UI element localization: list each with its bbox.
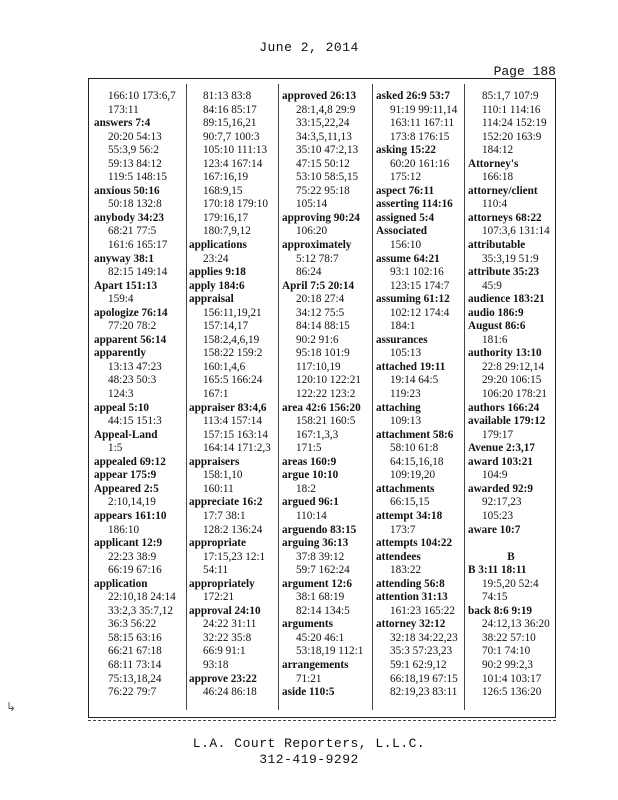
index-reference: 66:21 67:18 <box>108 645 162 658</box>
index-headword: August 86:6 <box>468 320 526 333</box>
index-headword: anyway 38:1 <box>94 252 154 265</box>
index-headword: arguments <box>282 618 333 631</box>
index-reference: 82:19,23 83:11 <box>390 686 458 699</box>
index-reference: 157:14,17 <box>203 320 249 333</box>
index-headword: applications <box>189 239 247 252</box>
column-divider <box>278 84 279 710</box>
index-reference: 158:2,4,6,19 <box>203 333 260 346</box>
index-headword: assurances <box>376 333 428 346</box>
index-headword: awarded 92:9 <box>468 482 533 495</box>
index-reference: 82:14 134:5 <box>296 604 350 617</box>
index-reference: 18:2 <box>296 482 316 495</box>
index-headword: arguing 36:13 <box>282 537 349 550</box>
index-headword: asking 15:22 <box>376 144 436 157</box>
index-headword: assigned 5:4 <box>376 211 435 224</box>
index-reference: 85:1,7 107:9 <box>482 90 539 102</box>
index-reference: 28:1,4,8 29:9 <box>296 103 356 116</box>
index-reference: 160:11 <box>203 482 234 495</box>
index-reference: 66:18,19 67:15 <box>390 672 458 685</box>
index-headword: authority 13:10 <box>468 347 542 360</box>
index-reference: 1:5 <box>108 442 123 455</box>
index-headword: Associated <box>376 225 427 238</box>
index-reference: 74:15 <box>482 591 508 604</box>
index-reference: 167:16,19 <box>203 171 249 184</box>
index-reference: 119:5 148:15 <box>108 171 167 184</box>
footer-divider <box>88 720 556 721</box>
index-reference: 84:16 85:17 <box>203 103 257 116</box>
index-headword: appropriately <box>189 577 255 590</box>
index-headword: apparent 56:14 <box>94 333 167 346</box>
margin-mark: ↳ <box>6 700 17 714</box>
index-reference: 33:15,22,24 <box>296 117 350 130</box>
index-reference: 37:8 39:12 <box>296 550 345 563</box>
index-headword: apparently <box>94 347 147 360</box>
index-reference: 109:19,20 <box>390 469 436 482</box>
index-headword: applies 9:18 <box>189 266 246 279</box>
index-reference: 66:19 67:16 <box>108 564 162 577</box>
index-reference: 117:10,19 <box>296 360 341 373</box>
index-reference: 71:21 <box>296 672 322 685</box>
index-reference: 90:2 91:6 <box>296 333 339 346</box>
index-reference: 92:17,23 <box>482 496 522 509</box>
index-reference: 58:10 61:8 <box>390 442 439 455</box>
index-reference: 170:18 179:10 <box>203 198 268 211</box>
index-reference: 102:12 174:4 <box>390 306 450 319</box>
index-headword: appealed 69:12 <box>94 455 166 468</box>
index-reference: 114:24 152:19 <box>482 117 547 130</box>
index-reference: 34:12 75:5 <box>296 306 345 319</box>
index-reference: 93:1 102:16 <box>390 266 444 279</box>
index-headword: appeal 5:10 <box>94 401 150 414</box>
index-headword: area 42:6 156:20 <box>282 401 361 414</box>
index-reference: 113:4 157:14 <box>203 415 262 428</box>
index-headword: appropriate <box>189 537 246 550</box>
index-reference: 122:22 123:2 <box>296 388 356 401</box>
index-column-3 <box>282 90 372 710</box>
index-reference: 156:10 <box>390 239 422 252</box>
index-reference: 106:20 178:21 <box>482 388 547 401</box>
index-reference: 105:23 <box>482 509 514 522</box>
index-reference: 35:3 57:23,23 <box>390 645 453 658</box>
index-headword: Appeared 2:5 <box>94 482 159 495</box>
index-reference: 82:15 149:14 <box>108 266 168 279</box>
index-reference: 22:10,18 24:14 <box>108 591 176 604</box>
index-reference: 161:23 165:22 <box>390 604 455 617</box>
index-reference: 38:1 68:19 <box>296 591 345 604</box>
index-headword: attached 19:11 <box>376 360 446 373</box>
index-reference: 104:9 <box>482 469 508 482</box>
index-reference: 75:22 95:18 <box>296 184 350 197</box>
index-reference: 84:14 88:15 <box>296 320 350 333</box>
index-reference: 164:14 171:2,3 <box>203 442 271 455</box>
index-reference: 24:12,13 36:20 <box>482 618 550 631</box>
index-headword: apologize 76:14 <box>94 306 168 319</box>
index-headword: anybody 34:23 <box>94 211 164 224</box>
index-reference: 90:2 99:2,3 <box>482 658 533 671</box>
index-reference: 179:16,17 <box>203 211 249 224</box>
column-divider <box>464 84 465 710</box>
index-headword: argue 10:10 <box>282 469 339 482</box>
index-reference: 124:3 <box>108 388 134 401</box>
index-reference: 89:15,16,21 <box>203 117 257 130</box>
index-reference: 181:6 <box>482 333 508 346</box>
index-headword: attributable <box>468 239 526 252</box>
index-headword: attention 31:13 <box>376 591 448 604</box>
index-headword: apply 184:6 <box>189 279 245 292</box>
index-reference: 24:22 31:11 <box>203 618 257 631</box>
index-reference: 159:4 <box>108 293 134 306</box>
index-reference: 19:14 64:5 <box>390 374 439 387</box>
index-headword: anxious 50:16 <box>94 184 160 197</box>
index-reference: 105:14 <box>296 198 328 211</box>
index-reference: 120:10 122:21 <box>296 374 361 387</box>
index-reference: 58:15 63:16 <box>108 631 162 644</box>
index-headword: attendees <box>376 550 421 563</box>
index-reference: 105:10 111:13 <box>203 144 268 157</box>
index-reference: 180:7,9,12 <box>203 225 251 238</box>
index-reference: 179:17 <box>482 428 514 441</box>
index-reference: 161:6 165:17 <box>108 239 168 252</box>
index-headword: attending 56:8 <box>376 577 445 590</box>
index-headword: Avenue 2:3,17 <box>468 442 535 455</box>
index-headword: attachment 58:6 <box>376 428 454 441</box>
index-reference: 167:1,3,3 <box>296 428 339 441</box>
index-reference: 165:5 166:24 <box>203 374 263 387</box>
index-reference: 158:1,10 <box>203 469 243 482</box>
index-reference <box>468 537 554 551</box>
index-headword: arrangements <box>282 658 349 671</box>
index-headword: authors 166:24 <box>468 401 540 414</box>
index-reference: 45:20 46:1 <box>296 631 345 644</box>
index-reference: 5:12 78:7 <box>296 252 339 265</box>
index-reference: 55:3,9 56:2 <box>108 144 159 157</box>
index-headword: attorney/client <box>468 184 538 197</box>
index-reference: 36:3 56:22 <box>108 618 157 631</box>
index-reference: 32:18 34:22,23 <box>390 631 458 644</box>
index-reference: 76:22 79:7 <box>108 686 157 699</box>
index-reference: 152:20 163:9 <box>482 130 542 143</box>
index-reference: 23:24 <box>203 252 229 265</box>
index-reference: 183:22 <box>390 564 422 577</box>
index-column-4 <box>376 90 464 710</box>
index-reference: 184:12 <box>482 144 514 157</box>
index-reference: 93:18 <box>203 658 229 671</box>
column-divider <box>372 84 373 710</box>
index-headword: attachments <box>376 482 435 495</box>
index-reference: 64:15,16,18 <box>390 455 444 468</box>
index-reference: 20:20 54:13 <box>108 130 162 143</box>
index-headword: available 179:12 <box>468 415 546 428</box>
index-headword: applicant 12:9 <box>94 537 163 550</box>
index-headword: Attorney's <box>468 157 519 170</box>
index-headword: appear 175:9 <box>94 469 157 482</box>
index-reference: 34:3,5,11,13 <box>296 130 352 143</box>
index-reference: 44:15 151:3 <box>108 415 162 428</box>
index-headword: assume 64:21 <box>376 252 440 265</box>
page-number: Page 188 <box>493 64 556 79</box>
index-reference: 81:13 83:8 <box>203 90 252 102</box>
index-reference: 128:2 136:24 <box>203 523 263 536</box>
index-reference: 48:23 50:3 <box>108 374 157 387</box>
index-headword: appraisers <box>189 455 240 468</box>
footer-company: L.A. Court Reporters, L.L.C. <box>192 736 426 751</box>
index-reference: 45:9 <box>482 279 502 292</box>
index-headword: appraiser 83:4,6 <box>189 401 267 414</box>
index-reference: 17:7 38:1 <box>203 509 246 522</box>
index-headword: attempt 34:18 <box>376 509 443 522</box>
index-reference: 158:22 159:2 <box>203 347 263 360</box>
index-reference: 110:14 <box>296 509 327 522</box>
index-reference: 168:9,15 <box>203 184 243 197</box>
index-headword: approved 26:13 <box>282 90 357 102</box>
index-reference: 172:21 <box>203 591 235 604</box>
index-reference: 90:7,7 100:3 <box>203 130 260 143</box>
index-reference: 50:18 132:8 <box>108 198 162 211</box>
index-headword: Apart 151:13 <box>94 279 158 292</box>
index-reference: 166:10 173:6,7 <box>108 90 176 102</box>
index-headword: approving 90:24 <box>282 211 360 224</box>
index-reference: 75:13,18,24 <box>108 672 162 685</box>
index-reference: 91:19 99:11,14 <box>390 103 458 116</box>
index-headword: attempts 104:22 <box>376 537 453 550</box>
index-reference: 77:20 78:2 <box>108 320 157 333</box>
index-column-2 <box>189 90 278 710</box>
index-headword: assuming 61:12 <box>376 293 450 306</box>
index-headword: B 3:11 18:11 <box>468 564 527 577</box>
index-reference: 66:15,15 <box>390 496 430 509</box>
index-reference: 33:2,3 35:7,12 <box>108 604 173 617</box>
index-reference: 167:1 <box>203 388 229 401</box>
index-reference: 157:15 163:14 <box>203 428 268 441</box>
index-reference: 59:1 62:9,12 <box>390 658 447 671</box>
index-headword: appears 161:10 <box>94 509 167 522</box>
index-reference: 19:5,20 52:4 <box>482 577 539 590</box>
index-reference: 68:21 77:5 <box>108 225 157 238</box>
index-reference: 160:1,4,6 <box>203 360 246 373</box>
index-reference: 22:8 29:12,14 <box>482 360 545 373</box>
index-reference: 68:11 73:14 <box>108 658 162 671</box>
index-headword: application <box>94 577 148 590</box>
index-reference: 66:9 91:1 <box>203 645 246 658</box>
index-reference: 101:4 103:17 <box>482 672 542 685</box>
index-reference: 119:23 <box>390 388 421 401</box>
index-reference: 13:13 47:23 <box>108 360 162 373</box>
index-reference: 29:20 106:15 <box>482 374 542 387</box>
index-reference: 171:5 <box>296 442 322 455</box>
index-headword: aware 10:7 <box>468 523 521 536</box>
index-column-1 <box>94 90 186 710</box>
index-reference: 54:11 <box>203 564 229 577</box>
index-reference: 59:7 162:24 <box>296 564 350 577</box>
index-headword: April 7:5 20:14 <box>282 279 355 292</box>
index-reference: 22:23 38:9 <box>108 550 157 563</box>
index-reference: 59:13 84:12 <box>108 157 162 170</box>
index-reference: 106:20 <box>296 225 328 238</box>
index-reference: 173:7 <box>390 523 416 536</box>
index-reference: 184:1 <box>390 320 416 333</box>
index-reference: 156:11,19,21 <box>203 306 262 319</box>
index-headword: attorney 32:12 <box>376 618 446 631</box>
index-headword: argued 96:1 <box>282 496 339 509</box>
index-reference: 46:24 86:18 <box>203 686 257 699</box>
index-headword: asked 26:9 53:7 <box>376 90 450 102</box>
index-headword: approve 23:22 <box>189 672 257 685</box>
index-headword: audio 186:9 <box>468 306 524 319</box>
index-reference: 186:10 <box>108 523 140 536</box>
index-reference: 53:18,19 112:1 <box>296 645 364 658</box>
index-reference: 126:5 136:20 <box>482 686 542 699</box>
index-reference: 60:20 161:16 <box>390 157 450 170</box>
index-reference: 35:3,19 51:9 <box>482 252 539 265</box>
index-headword: asserting 114:16 <box>376 198 453 211</box>
index-reference: 53:10 58:5,15 <box>296 171 359 184</box>
index-headword: approximately <box>282 239 352 252</box>
column-divider <box>186 84 187 710</box>
index-reference: 35:10 47:2,13 <box>296 144 359 157</box>
index-reference: 123:15 174:7 <box>390 279 450 292</box>
header-date: June 2, 2014 <box>259 40 359 55</box>
index-reference: 47:15 50:12 <box>296 157 350 170</box>
index-reference: 107:3,6 131:14 <box>482 225 550 238</box>
index-headword: award 103:21 <box>468 455 533 468</box>
index-headword: B <box>507 550 515 563</box>
index-headword: approval 24:10 <box>189 604 261 617</box>
index-reference: 2:10,14,19 <box>108 496 156 509</box>
index-reference: 38:22 57:10 <box>482 631 536 644</box>
index-headword: areas 160:9 <box>282 455 337 468</box>
index-reference: 173:8 176:15 <box>390 130 450 143</box>
index-headword: attribute 35:23 <box>468 266 540 279</box>
index-reference: 109:13 <box>390 415 422 428</box>
index-reference: 95:18 101:9 <box>296 347 350 360</box>
index-headword: argument 12:6 <box>282 577 352 590</box>
index-reference: 17:15,23 12:1 <box>203 550 266 563</box>
index-headword: answers 7:4 <box>94 117 151 130</box>
index-reference: 70:1 74:10 <box>482 645 531 658</box>
index-headword: audience 183:21 <box>468 293 545 306</box>
index-reference: 166:18 <box>482 171 514 184</box>
index-reference: 110:4 <box>482 198 508 211</box>
index-headword: arguendo 83:15 <box>282 523 357 536</box>
index-headword: aside 110:5 <box>282 686 335 699</box>
index-headword: aspect 76:11 <box>376 184 435 197</box>
footer-phone: 312-419-9292 <box>259 752 359 767</box>
index-reference: 105:13 <box>390 347 422 360</box>
index-reference: 32:22 35:8 <box>203 631 252 644</box>
index-headword: appreciate 16:2 <box>189 496 263 509</box>
index-reference: 158:21 160:5 <box>296 415 356 428</box>
index-reference: 110:1 114:16 <box>482 103 541 116</box>
index-reference: 175:12 <box>390 171 422 184</box>
index-reference: 123:4 167:14 <box>203 157 263 170</box>
index-headword: attaching <box>376 401 421 414</box>
index-reference: 20:18 27:4 <box>296 293 345 306</box>
index-column-5 <box>468 90 554 710</box>
index-reference: 173:11 <box>108 103 139 116</box>
index-headword: appraisal <box>189 293 234 306</box>
index-reference: 163:11 167:11 <box>390 117 455 130</box>
index-headword: back 8:6 9:19 <box>468 604 533 617</box>
index-headword: attorneys 68:22 <box>468 211 542 224</box>
index-reference: 86:24 <box>296 266 322 279</box>
index-headword: Appeal-Land <box>94 428 158 441</box>
